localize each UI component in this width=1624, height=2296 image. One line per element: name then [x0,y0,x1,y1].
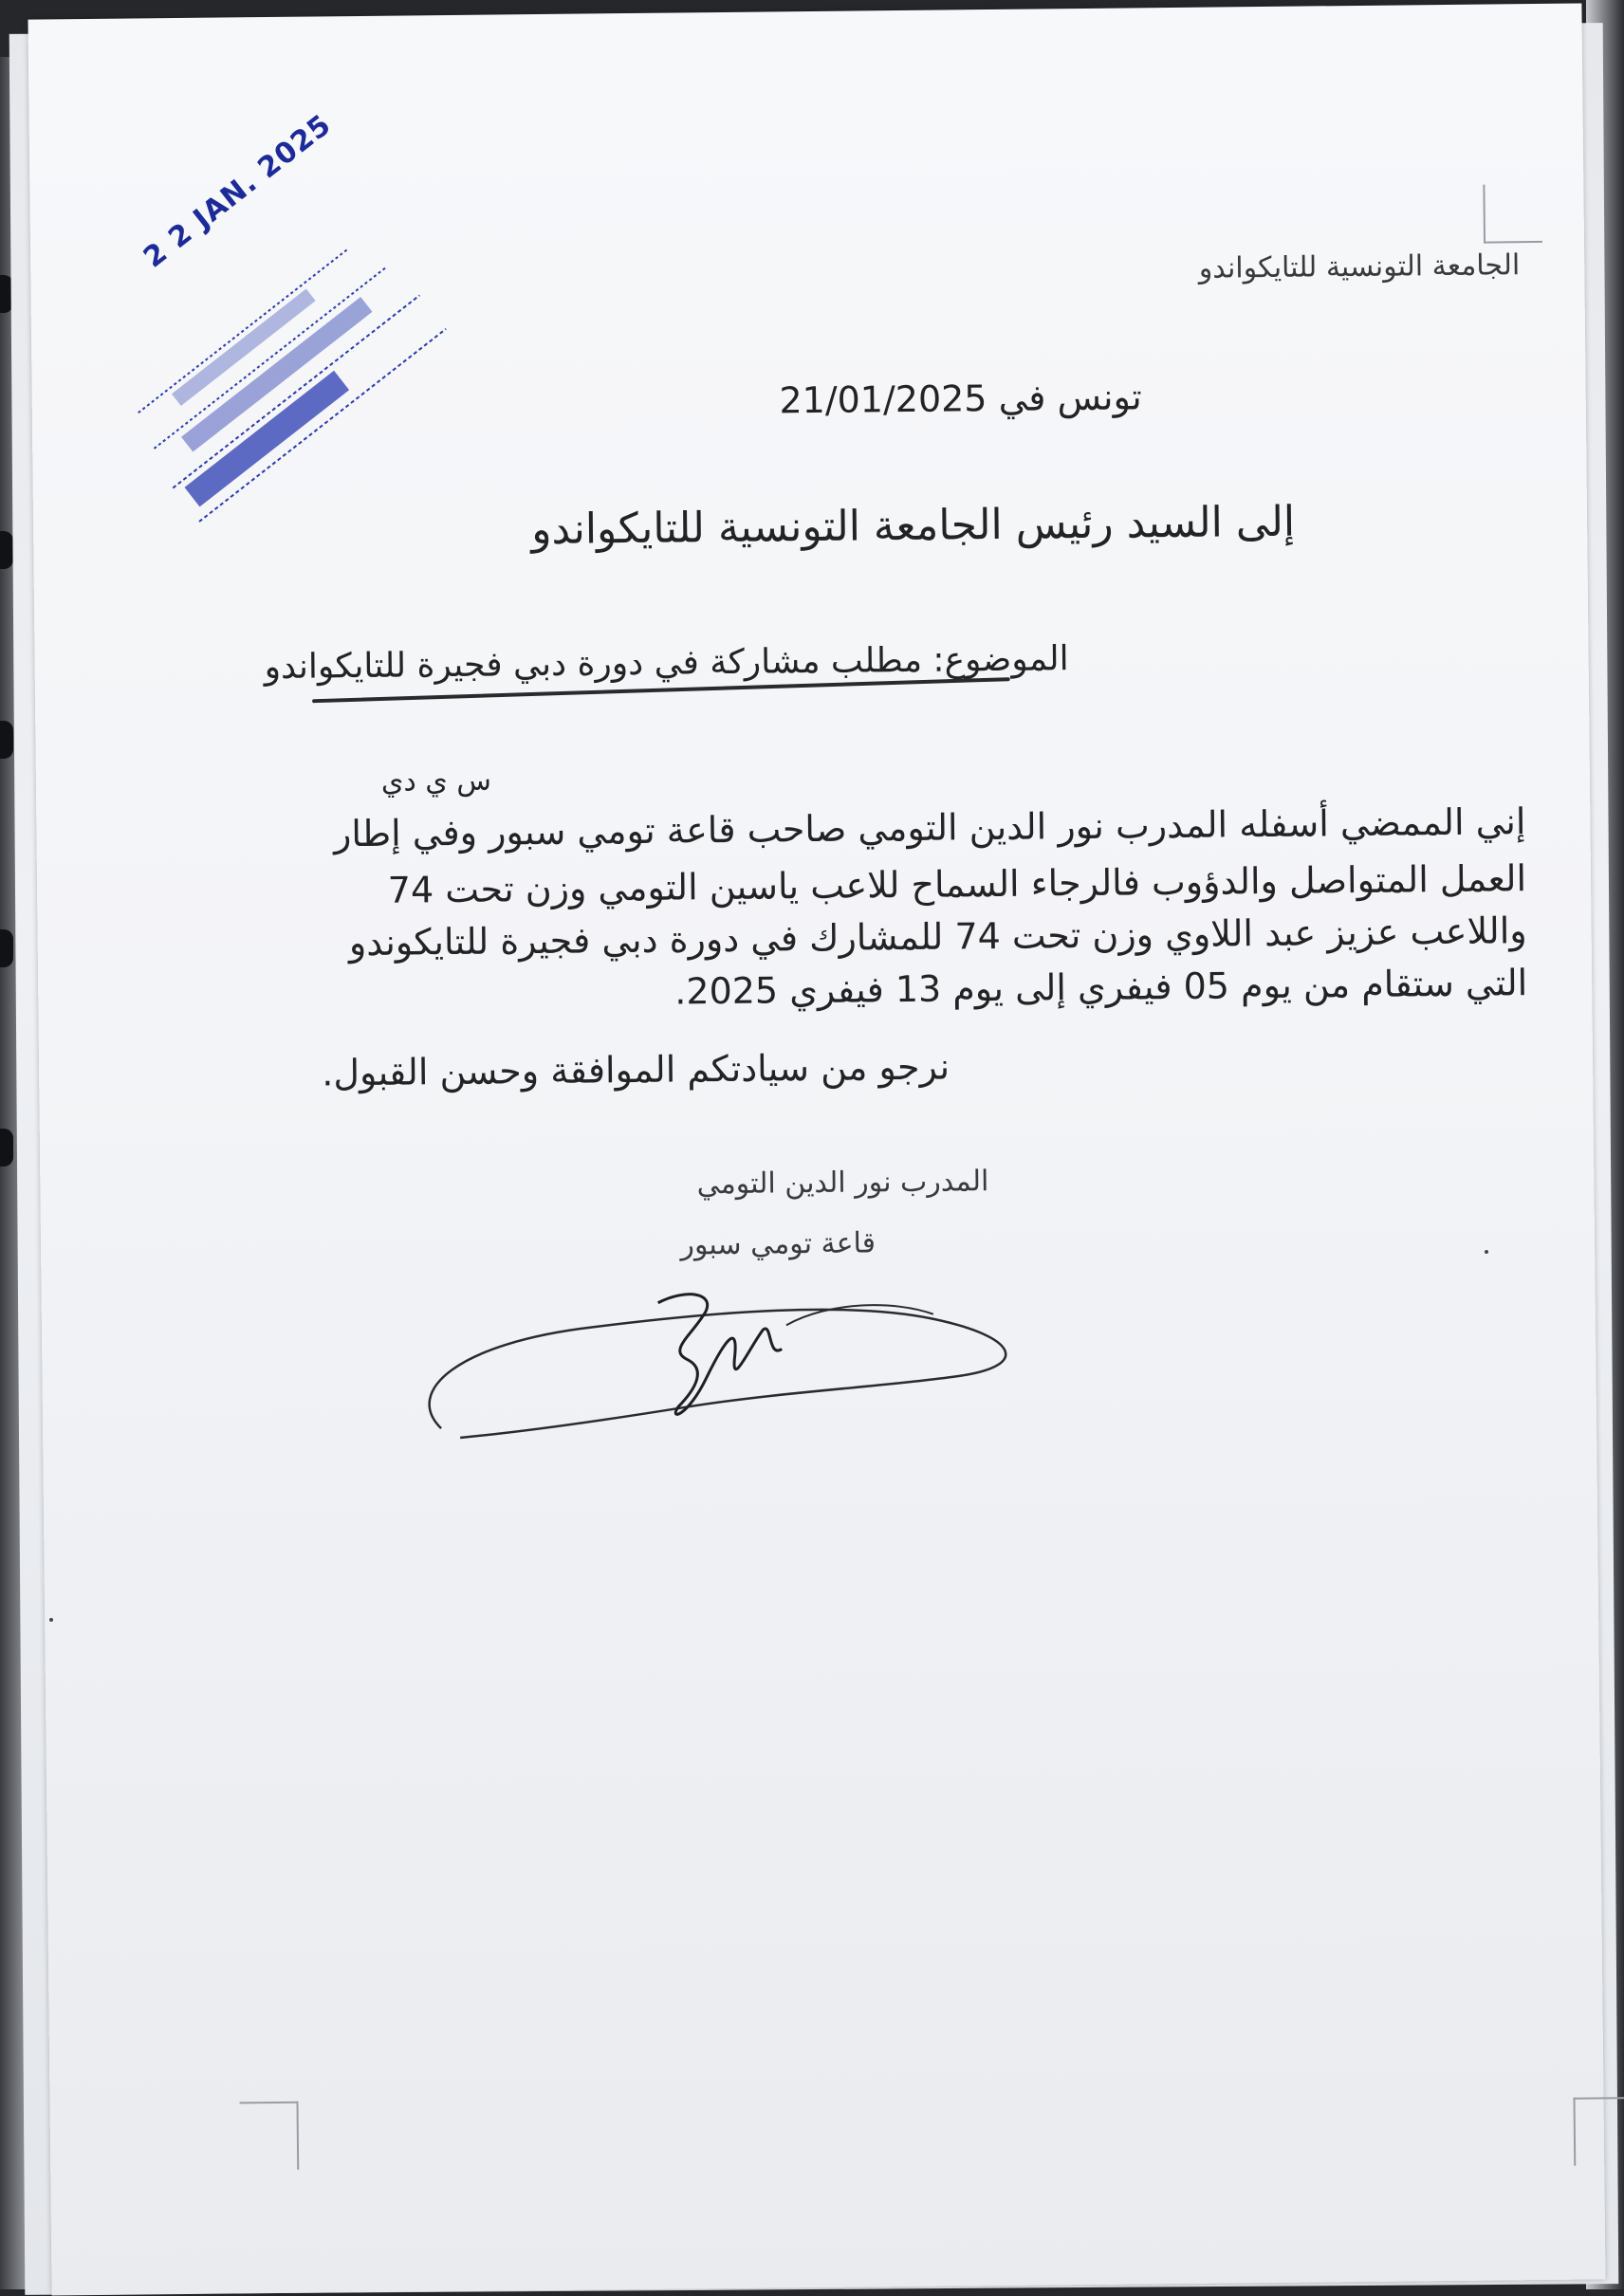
federation-header: الجامعة التونسية للتايكواندو [1198,248,1521,285]
binder-hole [0,531,13,569]
crop-mark [239,2102,299,2171]
letter-date: تونس في 21/01/2025 [779,376,1142,422]
body-line: العمل المتواصل والدؤوب فالرجاء السماح للاعب ياسين التومي وزن تحت 74 [387,857,1527,911]
subject-line: الموضوع: مطلب مشاركة في دورة دبي فجيرة للتايكواندو [264,639,1069,688]
closing-line: نرجو من سيادتكم الموافقة وحسن القبول. [322,1045,950,1094]
signatory-name: المدرب نور الدين التومي [696,1165,989,1202]
body-line: إني الممضي أسفله المدرب نور الدين التومي صاحب قاعة تومي سبور وفي إطار [333,800,1526,855]
body-line: التي ستقام من يوم 05 فيفري إلى يوم 13 فيفري 2025. [674,962,1528,1013]
crop-mark [1574,2097,1624,2166]
crop-mark [1483,184,1542,244]
received-stamp [123,209,560,550]
binder-hole [0,929,13,967]
binder-hole [0,721,13,759]
binder-hole [0,1129,13,1166]
signatory-club: قاعة تومي سبور [680,1226,877,1262]
stamp-date: 2 2 JAN. 2025 [138,107,339,275]
body-line: واللاعب عزيز عبد اللاوي وزن تحت 74 للمشارك في دورة دبي فجيرة للتايكوندو [348,909,1527,964]
greeting: س ي دي [380,763,492,799]
paper-speck [49,1618,53,1622]
paper-speck [1485,1250,1488,1254]
recipient-line: إلى السيد رئيس الجامعة التونسية للتايكواندو [530,497,1296,555]
handwritten-signature [401,1232,1086,1458]
